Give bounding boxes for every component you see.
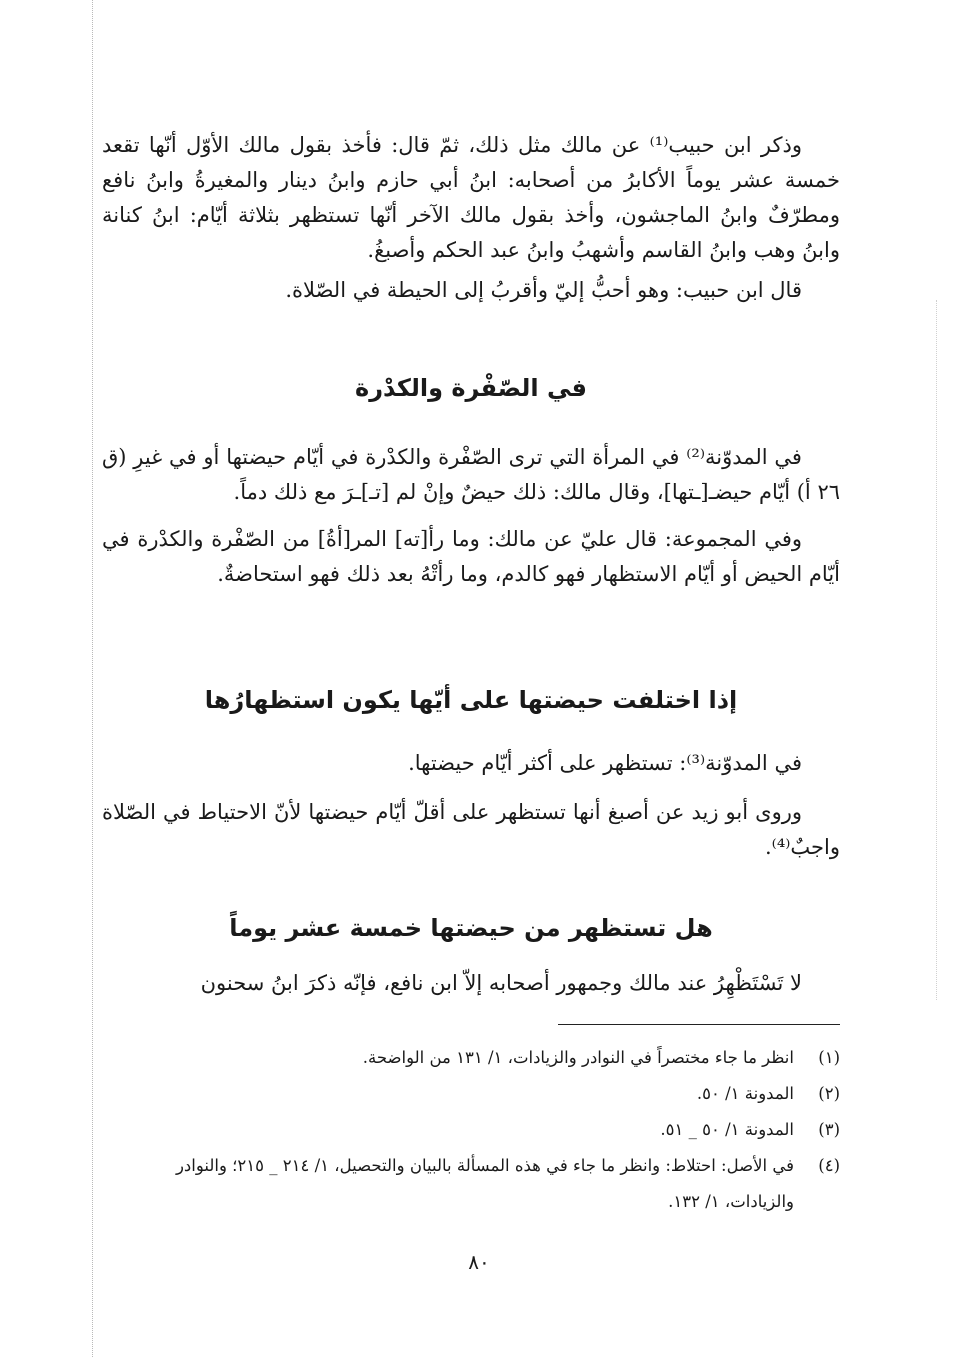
footnote-text: انظر ما جاء مختصراً في النوادر والزيادات، ١/ ١٣١ من الواضحة. — [362, 1048, 794, 1067]
footnote-text: في الأصل: احتلاط: وانظر ما جاء في هذه المسألة بالبيان والتحصيل، ١/ ٢١٤ _ ٢١٥؛ والنوادر والزيادات، ١/ ١٣٢. — [175, 1156, 794, 1211]
footnote-item — [102, 1148, 840, 1220]
paragraph: وذكر ابن حبيب⁽¹⁾ عن مالك مثل ذلك، ثمّ قال: فأخذ بقول مالك الأوّل أنّها تقعد خمسة عشر يوماً الأكابرُ من أصحابه: ابنُ أبي حازم وابنُ دينار والمغيرةُ وابنُ نافع ومطرّفٌ وابنُ الماجشون، وأخذ بقول مالك الآخر أنّها تستظهر بثلاثة أيّام: ابنُ كنانة وابنُ وهب وابنُ القاسم وأشهبُ وابنُ عبد الحكم وأصبغُ. — [102, 133, 840, 262]
paragraph-block-1 — [102, 128, 840, 308]
footnote-item — [102, 1076, 840, 1112]
footnote-item — [102, 1112, 840, 1148]
scan-edge-left — [92, 0, 95, 1357]
paragraph-block-2 — [102, 440, 840, 592]
footnote-number: (٢) — [818, 1084, 840, 1103]
paragraph: قال ابن حبيب: وهو أحبُّ إليّ وأقربُ إلى الحيطة في الصّلاة. — [285, 278, 802, 302]
paragraph: في المدوّنة⁽³⁾: تستظهر على أكثر أيّام حيضتها. — [408, 751, 802, 775]
scan-edge-right — [936, 300, 939, 1000]
paragraph-block-3 — [102, 746, 840, 865]
footnote-text: المدونة ١/ ٥٠ _ ٥١. — [660, 1120, 794, 1139]
section-heading-3: هل تستظهر من حيضتها خمسة عشر يوماً — [229, 914, 713, 942]
paragraph-block-4 — [102, 966, 840, 1001]
footnote-item — [102, 1040, 840, 1076]
footnote-number: (١) — [818, 1048, 840, 1067]
paragraph: في المدوّنة⁽²⁾ في المرأة التي ترى الصّفْرة والكدْرة في أيّام حيضتها أو في غيرِ (ق ٢٦ أ) أيّام حيضـ[ـتها]، وقال مالك: ذلك حيضٌ وإنْ لم [تـ]ـرَ مع ذلك دماً. — [102, 445, 840, 504]
page-number: ٨٠ — [468, 1250, 490, 1274]
paragraph: وفي المجموعة: قال عليّ عن مالك: وما رأ[ته] المر[أةُ] من الصّفْرة والكدْرة في أيّام الحيض أو أيّام الاستظهار فهو كالدم، وما رأتْهُ بعد ذلك فهو استحاضةٌ. — [102, 527, 840, 586]
section-heading-1: في الصّفْرة والكدْرة — [355, 374, 587, 402]
footnote-text: المدونة ١/ ٥٠. — [696, 1084, 794, 1103]
footnote-separator — [558, 1024, 840, 1025]
paragraph: لا تَسْتَظْهِرُ عند مالك وجمهور أصحابه إلاّ ابن نافع، فإنّه ذكرَ ابنُ سحنون — [200, 971, 802, 995]
footnote-number: (٤) — [818, 1156, 840, 1175]
paragraph: وروى أبو زيد عن أصبغ أنها تستظهر على أقلّ أيّام حيضتها لأنّ الاحتياط في الصّلاة واجبٌ⁽⁴⁾. — [102, 800, 840, 859]
footnotes — [102, 1040, 840, 1220]
section-heading-2: إذا اختلفت حيضتها على أيّها يكون استظهارُها — [204, 686, 738, 714]
footnote-number: (٣) — [818, 1120, 840, 1139]
